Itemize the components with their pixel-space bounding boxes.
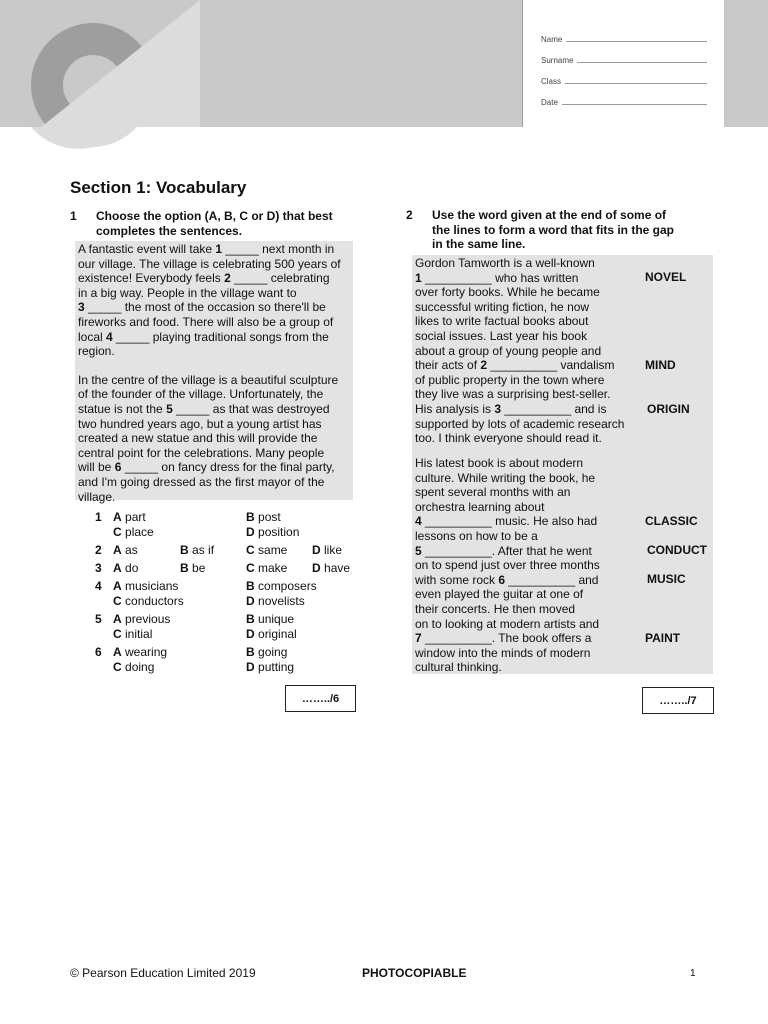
- task1-paragraph1: A fantastic event will take 1 _____ next month in our village. The village is celebrating 500 years of existence! Everybody feels 2 _____ celebrating in a big way. People in the village want to 3 _____ the most of the occasion so there'll be fireworks and food. There will also be a group of local 4 _____ playing traditional songs from the region.: [78, 242, 341, 359]
- class-label: Class: [541, 77, 562, 86]
- option-1a[interactable]: A part: [113, 510, 146, 524]
- task2-number: 2: [406, 208, 413, 222]
- task2-line: on to spend just over three months: [415, 558, 600, 573]
- task2-line: His analysis is 3 __________ and is: [415, 402, 607, 416]
- task2-line: even played the guitar at one of: [415, 587, 584, 602]
- task2-score-box[interactable]: ……../7: [642, 687, 714, 714]
- class-field[interactable]: [541, 77, 707, 86]
- task2-line: too. I think everyone should read it.: [415, 431, 602, 446]
- option-5a[interactable]: A previous: [113, 612, 171, 626]
- task2-line: 5 __________. After that he went: [415, 543, 592, 558]
- page-number: 1: [690, 968, 696, 979]
- task1-score-box[interactable]: ……../6: [285, 685, 356, 712]
- task2-line: 7 __________. The book offers a: [415, 631, 592, 646]
- task2-line: culture. While writing the book, he: [415, 470, 596, 485]
- option-1b[interactable]: B post: [246, 510, 281, 524]
- task1-instruction-line2: completes the sentences.: [96, 223, 243, 238]
- option-4d[interactable]: D novelists: [246, 594, 305, 608]
- task2-line: His latest book is about modern: [415, 456, 584, 470]
- task2-line: their concerts. He then moved: [415, 602, 576, 616]
- task2-line: of public property in the town where: [415, 372, 605, 387]
- task2-line: on to looking at modern artists and: [415, 616, 600, 631]
- photocopiable-label: PHOTOCOPIABLE: [362, 966, 467, 980]
- option-1c[interactable]: C place: [113, 525, 154, 539]
- date-field[interactable]: [541, 98, 707, 107]
- task2-line: 1 __________ who has written: [415, 270, 579, 285]
- task2-instruction-line3: in the same line.: [432, 237, 526, 251]
- option-4a[interactable]: A musicians: [113, 579, 179, 593]
- option-6b[interactable]: B going: [246, 645, 288, 659]
- option-2b[interactable]: B as if: [180, 543, 215, 557]
- task2-instruction: [406, 208, 726, 253]
- option-5c[interactable]: C initial: [113, 627, 153, 641]
- task2-line: social issues. Last year his book: [415, 329, 588, 343]
- keyword-paint: PAINT: [645, 631, 681, 645]
- task2-line: 4 __________ music. He also had: [415, 514, 598, 529]
- option-1d[interactable]: D position: [246, 525, 300, 539]
- copyright: © Pearson Education Limited 2019: [70, 966, 256, 980]
- option-4b[interactable]: B composers: [246, 579, 317, 593]
- task2-line: with some rock 6 __________ and: [415, 572, 599, 587]
- keyword-origin: ORIGIN: [647, 402, 690, 416]
- option-4c[interactable]: C conductors: [113, 594, 184, 608]
- task1-text: [78, 242, 354, 504]
- task2-line: spent several months with an: [415, 485, 571, 500]
- option-3b[interactable]: B be: [180, 561, 206, 575]
- logo-icon: [0, 0, 200, 160]
- task2-line: orchestra learning about: [415, 499, 545, 514]
- surname-label: Surname: [541, 56, 574, 65]
- keyword-music: MUSIC: [647, 572, 686, 586]
- option-3d[interactable]: D have: [312, 561, 351, 575]
- name-field[interactable]: [541, 35, 707, 44]
- task1-paragraph2: In the centre of the village is a beautiful sculpture of the founder of the village. Unfortunately, the statue is not the 5 _____ as that was destroyed two hundred years ago, but a young artist has created a new statue and this will provide the central point for the celebrations. Many people will be 6 _____ on fancy dress for the final party, and I'm going dressed as the first mayor of the village.: [78, 372, 339, 504]
- task2-line: their acts of 2 __________ vandalism: [415, 358, 615, 373]
- keyword-mind: MIND: [645, 358, 676, 372]
- task2-instruction-line1: Use the word given at the end of some of: [432, 208, 667, 222]
- task2-line: successful writing fiction, he now: [415, 299, 590, 314]
- header-right-band: [724, 0, 768, 127]
- option-6c[interactable]: C doing: [113, 660, 155, 674]
- date-label: Date: [541, 98, 558, 107]
- task2-line: Gordon Tamworth is a well-known: [415, 256, 595, 270]
- task2-line: about a group of young people and: [415, 343, 602, 358]
- option-2a[interactable]: A as: [113, 543, 138, 557]
- keyword-classic: CLASSIC: [645, 514, 698, 528]
- option-2d[interactable]: D like: [312, 543, 343, 557]
- task1-number: 1: [70, 209, 77, 223]
- option-3a[interactable]: A do: [113, 561, 139, 575]
- surname-field[interactable]: [541, 56, 707, 65]
- task1-instruction: [70, 209, 380, 239]
- task2-line: they live was a surprising best-seller.: [415, 387, 611, 402]
- task2-line: over forty books. While he became: [415, 285, 600, 300]
- task2-line: lessons on how to be a: [415, 529, 538, 543]
- keyword-conduct: CONDUCT: [647, 543, 707, 557]
- task2-line: window into the minds of modern: [415, 645, 591, 660]
- task2-line: likes to write factual books about: [415, 314, 589, 329]
- task2-line: supported by lots of academic research: [415, 416, 625, 431]
- option-3c[interactable]: C make: [246, 561, 288, 575]
- task2-instruction-line2: the lines to form a word that fits in the gap: [432, 222, 675, 237]
- name-label: Name: [541, 35, 563, 44]
- keyword-novel: NOVEL: [645, 270, 687, 284]
- task2-line: cultural thinking.: [415, 660, 502, 675]
- option-6d[interactable]: D putting: [246, 660, 295, 674]
- option-5d[interactable]: D original: [246, 627, 297, 641]
- option-6a[interactable]: A wearing: [113, 645, 168, 659]
- option-2c[interactable]: C same: [246, 543, 288, 557]
- task1-instruction-line1: Choose the option (A, B, C or D) that best: [96, 209, 333, 223]
- option-5b[interactable]: B unique: [246, 612, 295, 626]
- section-title: Section 1: Vocabulary: [70, 178, 247, 197]
